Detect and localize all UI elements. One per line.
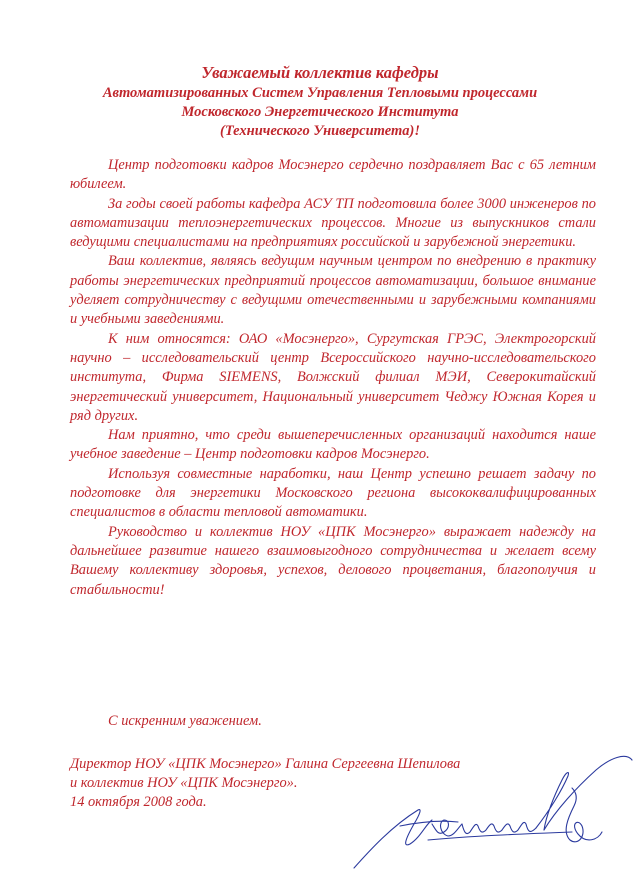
salutation <box>40 62 600 141</box>
paragraph-wishes: Руководство и коллектив НОУ «ЦПК Мосэнерго» выражает надежду на дальнейшее развитие нашего взаимовыгодного сотрудничества и желает всему Вашему коллективу здоровья, успехов, делового процветания, благополучия и стабильности! <box>70 523 596 598</box>
paragraph-joint-work: Используя совместные наработки, наш Центр успешно решает задачу по подготовке для энергетики Московского региона высококвалифицированных специалистов в области тепловой автоматики. <box>70 465 596 521</box>
signer-director: Директор НОУ «ЦПК Мосэнерго» Галина Сергеевна Шепилова <box>70 756 461 772</box>
salutation-line-institute: Московского Энергетического Института <box>181 104 459 120</box>
salutation-title: Уважаемый коллектив кафедры <box>201 63 439 82</box>
closing-phrase: С искренним уважением. <box>108 713 262 729</box>
handwritten-signature-icon <box>340 740 638 878</box>
salutation-line-department: Автоматизированных Систем Управления Тепловыми процессами <box>102 85 538 101</box>
letter-body <box>70 156 596 600</box>
paragraph-graduates: За годы своей работы кафедра АСУ ТП подготовила более 3000 инженеров по автоматизации теплоэнергетических процессов. Многие из выпускников стали ведущими специалистами на предприятиях российской и зарубежной энергетики. <box>70 195 596 251</box>
paragraph-congratulation: Центр подготовки кадров Мосэнерго сердечно поздравляет Вас с 65 летним юбилеем. <box>70 157 596 193</box>
signer-team: и коллектив НОУ «ЦПК Мосэнерго». <box>70 775 298 792</box>
paragraph-our-center: Нам приятно, что среди вышеперечисленных организаций находится наше учебное заведение – Центр подготовки кадров Мосэнерго. <box>70 427 596 463</box>
paragraph-cooperation: Ваш коллектив, являясь ведущим научным центром по внедрению в практику работы энергетических предприятий процессов автоматизации, большое внимание уделяет сотрудничеству с ведущими отечественными и зарубежными компаниями и учебными заведениями. <box>70 253 596 328</box>
salutation-line-university: (Технического Университета)! <box>220 123 420 139</box>
paragraph-partners: К ним относятся: ОАО «Мосэнерго», Сургутская ГРЭС, Электрогорский научно – исследовательский центр Всероссийского научно-исследовательского института, Фирма SIEMENS, Волжский филиал МЭИ, Северокитайский энергетический университет, Национальный университет Чеджу Южная Корея и ряд других. <box>70 330 596 424</box>
letter-date: 14 октября 2008 года. <box>70 794 207 811</box>
